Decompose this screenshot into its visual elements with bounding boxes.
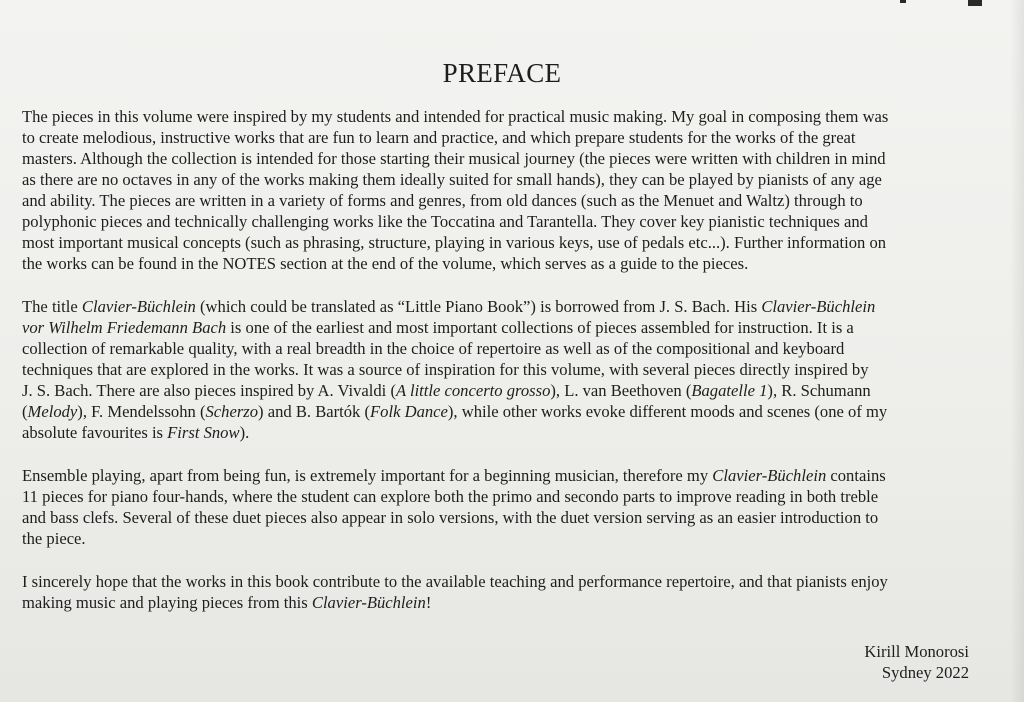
text-line: Ensemble playing, apart from being fun, is extremely important for a beginning musician, therefore my Clavier-Büchlein contains [22, 466, 886, 485]
text-line: absolute favourites is First Snow). [22, 423, 250, 442]
paragraph-1 [22, 106, 970, 274]
text-line: as there are no octaves in any of the works making them ideally suited for small hands), they can be played by pianists of any age [22, 170, 882, 189]
text-line: techniques that are explored in the works. It was a source of inspiration for this volume, with several pieces directly inspired by [22, 360, 869, 379]
text-line: J. S. Bach. There are also pieces inspired by A. Vivaldi (A little concerto grosso), L. van Beethoven (Bagatelle 1), R. Schumann [22, 381, 871, 400]
text-line: The title Clavier-Büchlein (which could be translated as “Little Piano Book”) is borrowed from J. S. Bach. His Clavier-Büchlein [22, 297, 876, 316]
text-line: the piece. [22, 529, 86, 548]
paragraph-4 [22, 571, 970, 613]
paragraph-2 [22, 296, 970, 443]
text-line: most important musical concepts (such as phrasing, structure, playing in various keys, use of pedals etc...). Further information on [22, 233, 887, 252]
preface-body [22, 106, 970, 635]
text-line: the works can be found in the NOTES section at the end of the volume, which serves as a guide to the pieces. [22, 254, 749, 273]
page-title: PREFACE [442, 58, 562, 88]
paragraph-3 [22, 465, 970, 549]
text-line: polyphonic pieces and technically challenging works like the Toccatina and Tarantella. They cover key pianistic techniques and [22, 212, 868, 231]
text-line: making music and playing pieces from this Clavier-Büchlein! [22, 593, 432, 612]
text-line: vor Wilhelm Friedemann Bach is one of the earliest and most important collections of pieces assembled for instruction. It is a [22, 318, 854, 337]
print-mark [900, 0, 906, 3]
signature [864, 641, 969, 683]
print-mark [968, 0, 982, 6]
text-line: masters. Although the collection is intended for those starting their musical journey (the pieces were written with children in mind [22, 149, 886, 168]
place-date: Sydney 2022 [881, 663, 969, 682]
text-line: and ability. The pieces are written in a variety of forms and genres, from old dances (such as the Menuet and Waltz) through to [22, 191, 863, 210]
author-name: Kirill Monorosi [864, 642, 969, 661]
text-line: The pieces in this volume were inspired by my students and intended for practical music making. My goal in composing them was [22, 107, 889, 126]
text-line: to create melodious, instructive works that are fun to learn and practice, and which prepare students for the works of the great [22, 128, 856, 147]
text-line: (Melody), F. Mendelssohn (Scherzo) and B. Bartók (Folk Dance), while other works evoke different moods and scenes (one of my [22, 402, 888, 421]
text-line: collection of remarkable quality, with a real breadth in the choice of repertoire as well as of the compositional and keyboard [22, 339, 845, 358]
text-line: I sincerely hope that the works in this book contribute to the available teaching and performance repertoire, and that pianists enjoy [22, 572, 888, 591]
text-line: 11 pieces for piano four-hands, where the student can explore both the primo and secondo parts to improve reading in both treble [22, 487, 879, 506]
page-edge-shadow [1010, 0, 1024, 702]
text-line: and bass clefs. Several of these duet pieces also appear in solo versions, with the duet version serving as an easier introduction to [22, 508, 879, 527]
